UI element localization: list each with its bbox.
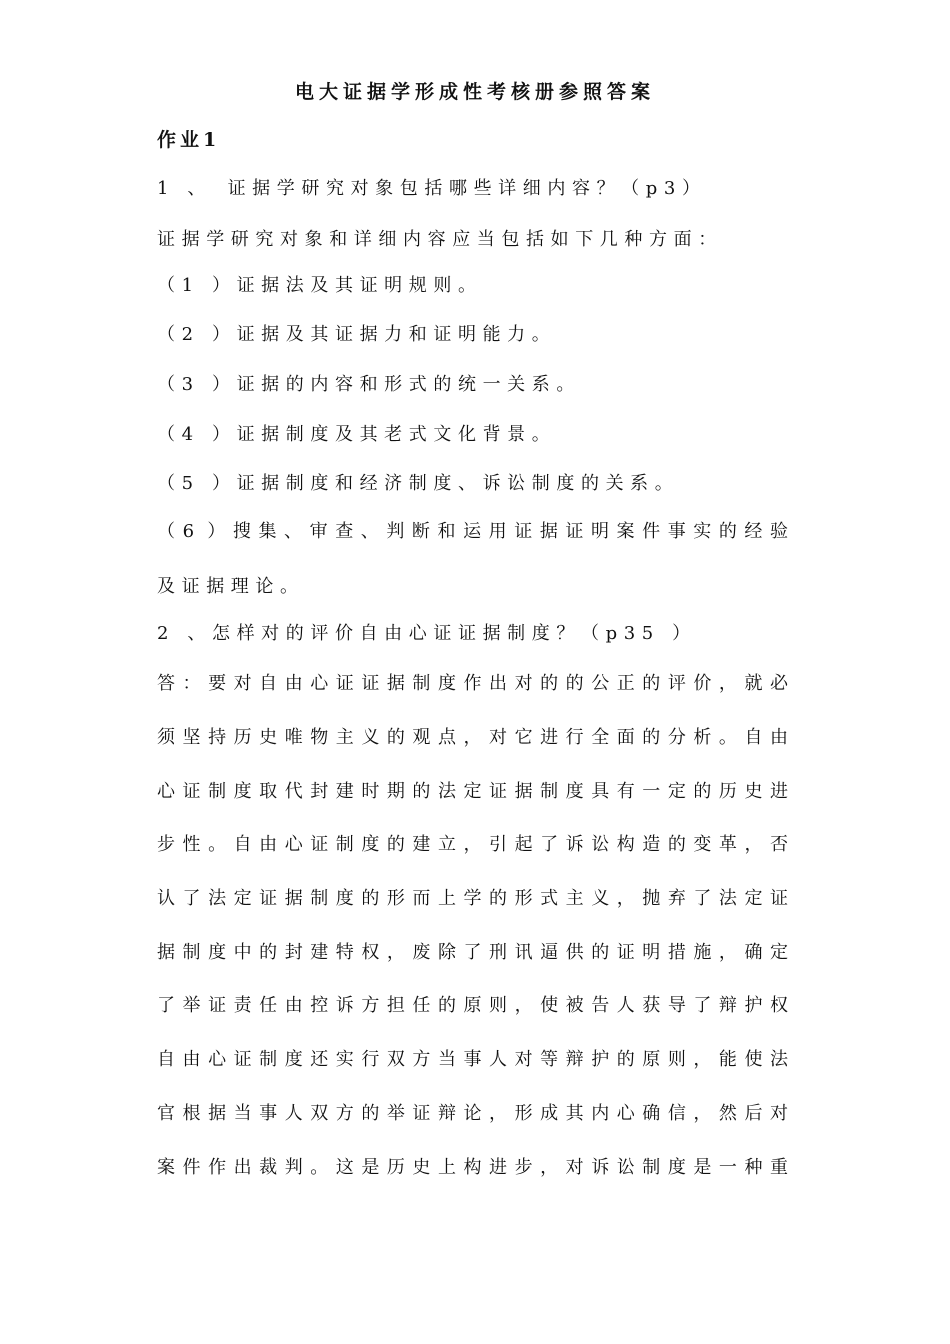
question-1-item: （2 ）证据及其证据力和证明能力。 xyxy=(157,324,557,345)
question-1-item: （6 ）搜集、审查、判断和运用证据证明案件事实的经验 xyxy=(157,521,788,542)
question-1-item: （1 ）证据法及其证明规则。 xyxy=(157,275,483,296)
answer-line: 认了法定证据制度的形而上学的形式主义，抛弃了法定证 xyxy=(157,888,788,909)
section-heading: 作业1 xyxy=(157,129,221,151)
answer-line: 自由心证制度还实行双方当事人对等辩护的原则，能使法 xyxy=(157,1049,788,1070)
answer-line: 据制度中的封建特权，废除了刑讯逼供的证明措施，确定 xyxy=(157,942,788,963)
answer-line: 答：要对自由心证证据制度作出对的的公正的评价，就必 xyxy=(157,673,788,694)
question-1-item-continued: 及证据理论。 xyxy=(157,576,305,597)
answer-line: 案件作出裁判。这是历史上构进步，对诉讼制度是一种重 xyxy=(157,1157,788,1178)
question-1-item: （3 ）证据的内容和形式的统一关系。 xyxy=(157,374,581,395)
answer-line: 步性。自由心证制度的建立，引起了诉讼构造的变革，否 xyxy=(157,834,788,855)
question-2: 2 、怎样对的评价自由心证证据制度？（p35 ） xyxy=(157,623,697,644)
document-title: 电大证据学形成性考核册参照答案 xyxy=(294,81,655,103)
question-1: 1 、 证据学研究对象包括哪些详细内容？（p3） xyxy=(157,178,707,199)
question-1-item: （5 ）证据制度和经济制度、诉讼制度的关系。 xyxy=(157,473,680,494)
answer-line: 须坚持历史唯物主义的观点，对它进行全面的分析。自由 xyxy=(157,727,788,748)
question-1-item: （4 ）证据制度及其老式文化背景。 xyxy=(157,424,557,445)
question-1-intro: 证据学研究对象和详细内容应当包括如下几种方面： xyxy=(157,229,723,250)
answer-line: 了举证责任由控诉方担任的原则，使被告人获导了辩护权 xyxy=(157,995,788,1016)
answer-line: 心证制度取代封建时期的法定证据制度具有一定的历史进 xyxy=(157,781,788,802)
answer-line: 官根据当事人双方的举证辩论，形成其内心确信，然后对 xyxy=(157,1103,788,1124)
